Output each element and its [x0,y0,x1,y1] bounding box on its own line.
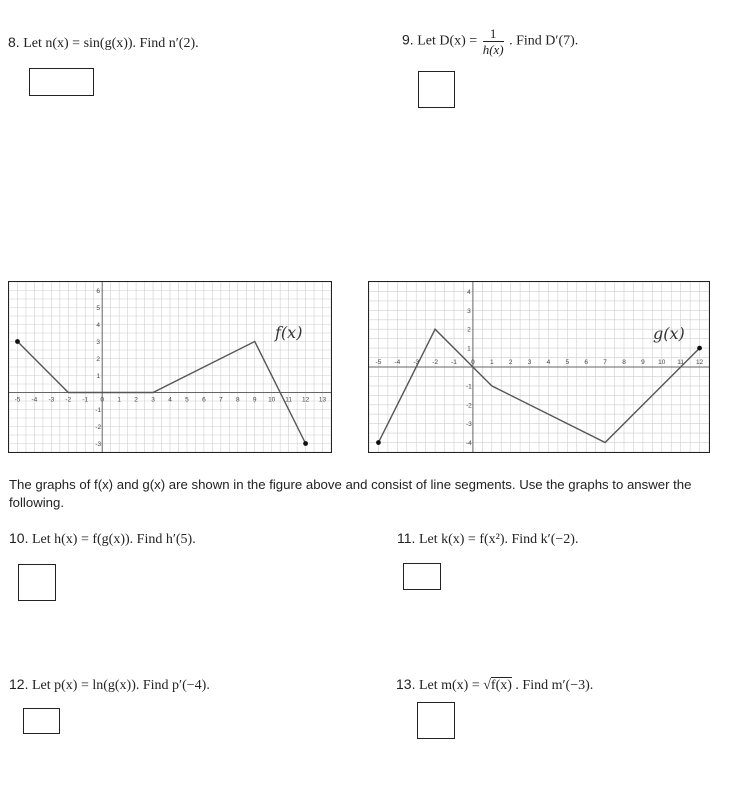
question-12-number: 12. [9,676,29,692]
answer-box-9[interactable] [418,71,455,108]
chart0-x-tick-label: 1 [117,396,121,404]
question-8 [8,34,199,52]
question-8-text: Let n(x) = sin(g(x)). Find n′(2). [23,36,199,51]
answer-box-8[interactable] [29,68,94,96]
chart1-x-tick-label: 3 [527,359,532,366]
chart0-x-tick-label: -1 [82,396,89,404]
question-9-prefix: Let D(x) = [417,33,478,49]
question-12 [9,676,210,694]
chart1-y-tick-label: -4 [465,440,472,448]
chart1-x-tick-label: 5 [565,359,570,366]
graph-g [368,281,710,453]
chart0-y-tick-label: -2 [95,424,102,431]
chart1-x-tick-label: 12 [695,359,704,366]
chart0-endpoint-dot [15,339,20,344]
chart1-x-tick-label: 0 [471,359,475,366]
question-13 [396,676,593,694]
chart1-x-tick-label: 10 [658,359,666,366]
question-13-number: 13. [396,676,416,692]
graph-g-svg [369,282,709,452]
chart0-x-tick-label: 13 [318,396,327,404]
question-9-suffix: . Find D′(7). [509,33,579,49]
answer-box-10[interactable] [18,564,56,601]
chart0-x-tick-label: 7 [219,396,223,404]
answer-box-13[interactable] [417,702,455,739]
chart0-y-tick-label: 5 [96,305,101,312]
chart1-x-tick-label: -5 [375,359,382,366]
chart0-y-tick-label: 2 [96,356,101,363]
fraction-denominator: h(x) [482,42,504,57]
question-11-text: Let k(x) = f(x²). Find k′(−2). [418,532,579,547]
chart0-y-tick-label: 6 [96,288,101,295]
chart0-x-tick-label: 6 [202,396,206,404]
chart0-y-tick-label: 4 [96,322,101,329]
chart1-x-tick-label: -3 [413,359,420,366]
chart0-x-tick-label: -5 [14,396,21,404]
question-9-number: 9. [402,31,414,48]
question-12-text: Let p(x) = ln(g(x)). Find p′(−4). [31,678,210,693]
fraction [483,26,504,57]
chart1-x-tick-label: 4 [546,359,551,366]
chart1-x-tick-label: -1 [451,359,457,366]
chart0-x-tick-label: 4 [168,396,172,404]
chart1-endpoint-dot [376,440,381,445]
question-13-prefix: Let m(x) = [418,678,484,693]
chart1-y-tick-label: 2 [467,326,471,334]
answer-box-11[interactable] [403,563,441,590]
chart1-y-tick-label: 3 [467,307,471,315]
graph-f-svg [9,282,331,452]
chart0-y-tick-label: -1 [95,407,102,414]
chart1-x-tick-label: 9 [641,359,645,366]
chart0-x-tick-label: -3 [48,396,55,404]
chart1-x-tick-label: 1 [489,359,494,366]
chart0-function-label: f(x) [275,323,303,342]
chart0-endpoint-dot [303,441,308,446]
chart1-y-tick-label: 1 [467,345,471,353]
chart0-y-tick-label: 3 [96,339,101,346]
question-9 [402,26,578,57]
chart0-x-tick-label: 8 [235,396,240,404]
question-10-text: Let h(x) = f(g(x)). Find h′(5). [31,532,196,547]
question-11-number: 11. [397,530,416,546]
question-10 [9,530,196,548]
chart1-y-tick-label: -3 [465,421,472,429]
chart1-x-tick-label: 11 [677,359,685,366]
chart1-y-tick-label: -1 [465,383,472,391]
chart1-x-tick-label: 6 [584,359,589,366]
chart1-x-tick-label: -2 [432,359,439,366]
chart0-y-tick-label: -3 [95,441,102,448]
sqrt-symbol: √ [483,678,491,693]
question-10-number: 10. [9,530,29,546]
question-11 [397,530,578,548]
chart1-x-tick-label: 8 [622,359,626,366]
chart0-x-tick-label: 3 [151,396,155,404]
chart0-x-tick-label: 12 [301,396,310,404]
chart1-y-tick-label: -2 [465,402,472,410]
chart0-x-tick-label: 11 [285,396,293,404]
chart1-x-tick-label: 2 [508,359,513,366]
chart0-x-tick-label: -4 [31,396,38,404]
chart1-endpoint-dot [697,346,702,351]
answer-box-12[interactable] [23,708,60,734]
chart0-x-tick-label: -2 [65,396,72,404]
chart1-x-tick-label: 7 [603,359,607,366]
question-8-number: 8. [8,34,20,50]
chart0-x-tick-label: 5 [185,396,189,404]
chart0-x-tick-label: 10 [268,396,276,404]
graph-f [8,281,332,453]
chart0-x-tick-label: 0 [100,396,105,404]
chart0-x-tick-label: 2 [134,396,138,404]
sqrt-radicand: f(x) [490,678,512,693]
chart1-function-label: g(x) [653,324,685,343]
chart1-y-tick-label: 4 [467,288,471,296]
chart0-y-tick-label: 1 [96,373,101,380]
chart1-x-tick-label: -4 [394,359,401,366]
fraction-numerator: 1 [483,26,504,42]
question-13-suffix: . Find m′(−3). [515,678,594,693]
instructions-paragraph: The graphs of f(x) and g(x) are shown in the figure above and consist of line segments. Use the graphs to answer the following. [9,477,692,510]
chart0-x-tick-label: 9 [252,396,257,404]
